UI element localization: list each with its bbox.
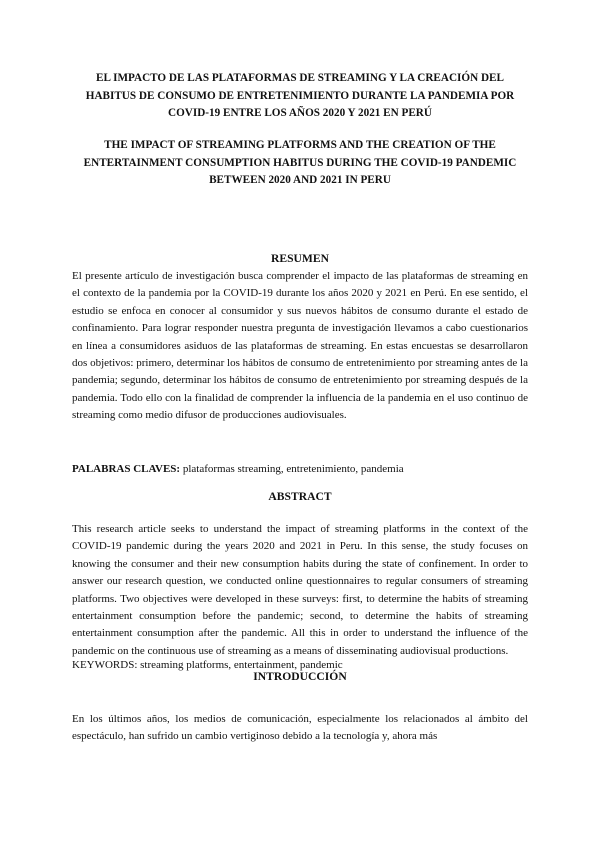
keywords-value: streaming platforms, entertainment, pandemic <box>137 659 343 671</box>
title-spanish: EL IMPACTO DE LAS PLATAFORMAS DE STREAMING Y LA CREACIÓN DEL HABITUS DE CONSUMO DE ENTRETENIMIENTO DURANTE LA PANDEMIA POR COVID-19 ENTRE LOS AÑOS 2020 Y 2021 EN PERÚ <box>85 72 515 120</box>
keywords-label: KEYWORDS: <box>72 659 138 671</box>
abstract-body: This research article seeks to understand the impact of streaming platforms in the context of the COVID-19 pandemic during the years 2020 and 2021 in Peru. In this sense, the study focuses on knowing the consumer and their new consumption habits during the state of confinement. In order to answer our research question, we conducted online questionnaires to regular consumers of streaming platforms. Two objectives were developed in these surveys: first, to determine the habits of streaming entertainment consumption before the pandemic; second, to determine the habits of streaming entertainment consumption after the pandemic. All this in order to understand the influence of the pandemic on the continuous use of streaming as a means of disseminating audiovisual productions. <box>72 523 528 657</box>
palabras-claves <box>72 461 528 477</box>
resumen-heading: RESUMEN <box>271 252 329 265</box>
palabras-claves-value: plataformas streaming, entretenimiento, pandemia <box>180 463 404 475</box>
introduccion-body: En los últimos años, los medios de comunicación, especialmente los relacionados al ámbito del espectáculo, han sufrido un cambio vertiginoso debido a la tecnología y, ahora más <box>72 713 528 743</box>
title-english: THE IMPACT OF STREAMING PLATFORMS AND THE CREATION OF THE ENTERTAINMENT CONSUMPTION HABITUS DURING THE COVID-19 PANDEMIC BETWEEN 2020 AND 2021 IN PERU <box>83 139 517 187</box>
palabras-claves-label: PALABRAS CLAVES: <box>72 463 181 475</box>
introduccion-heading: INTRODUCCIÓN <box>253 670 347 683</box>
abstract-heading: ABSTRACT <box>268 490 332 503</box>
resumen-body: El presente artículo de investigación busca comprender el impacto de las plataformas de streaming en el contexto de la pandemia por la COVID-19 durante los años 2020 y 2021 en Perú. En ese sentido, el estudio se enfoca en conocer al consumidor y sus nuevos hábitos de consumo durante el estado de confinamiento. Para lograr responder nuestra pregunta de investigación llevamos a cabo cuestionarios en línea a consumidores asiduos de las plataformas de streaming. En estas encuestas se desarrollaron dos objetivos: primero, determinar los hábitos de consumo de entretenimiento por streaming antes de la pandemia; segundo, determinar los hábitos de consumo de entretenimiento por streaming después de la pandemia. Todo ello con la finalidad de comprender la influencia de la pandemia en el uso continuo de streaming como medio difusor de producciones audiovisuales. <box>72 270 528 422</box>
